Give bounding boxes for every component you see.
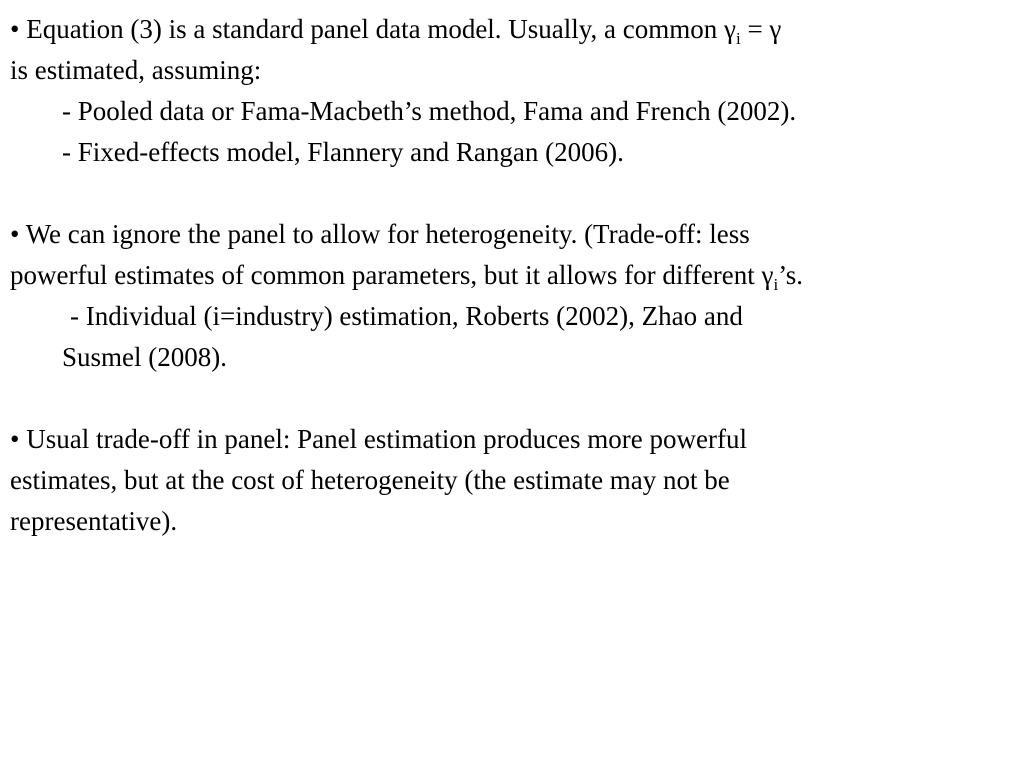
bullet1-line1 [10, 9, 781, 50]
suffix-text: ’s. [778, 260, 803, 290]
subscript-i: i [773, 275, 779, 294]
bullet2-line2 [10, 255, 803, 296]
bullet2-line2-text: powerful estimates of common parameters, but it allows for different [10, 260, 762, 290]
gamma-symbol: γ [724, 14, 736, 44]
gamma-symbol: γ [761, 260, 774, 290]
bullet3-line2: estimates, but at the cost of heterogeneity (the estimate may not be [10, 465, 730, 495]
bullet1-line2: is estimated, assuming: [10, 55, 262, 85]
bullet2-subitem-line2: Susmel (2008). [62, 342, 227, 372]
bullet1-line1-text: • Equation (3) is a standard panel data model. Usually, a common [10, 14, 725, 44]
bullet2-subitem-line1: - Individual (i=industry) estimation, Roberts (2002), Zhao and [70, 301, 743, 331]
bullet1-subitem-pooled: - Pooled data or Fama-Macbeth’s method, Fama and French (2002). [62, 96, 797, 126]
bullet2-line1: • We can ignore the panel to allow for heterogeneity. (Trade-off: less [10, 219, 750, 249]
equals-text: = [740, 14, 770, 44]
bullet3-line1: • Usual trade-off in panel: Panel estimation produces more powerful [10, 424, 747, 454]
bullet3-line3: representative). [10, 506, 178, 536]
subscript-i: i [735, 29, 741, 48]
gamma-symbol: γ [769, 14, 782, 44]
bullet1-subitem-fixed-effects: - Fixed-effects model, Flannery and Rangan (2006). [62, 137, 624, 167]
